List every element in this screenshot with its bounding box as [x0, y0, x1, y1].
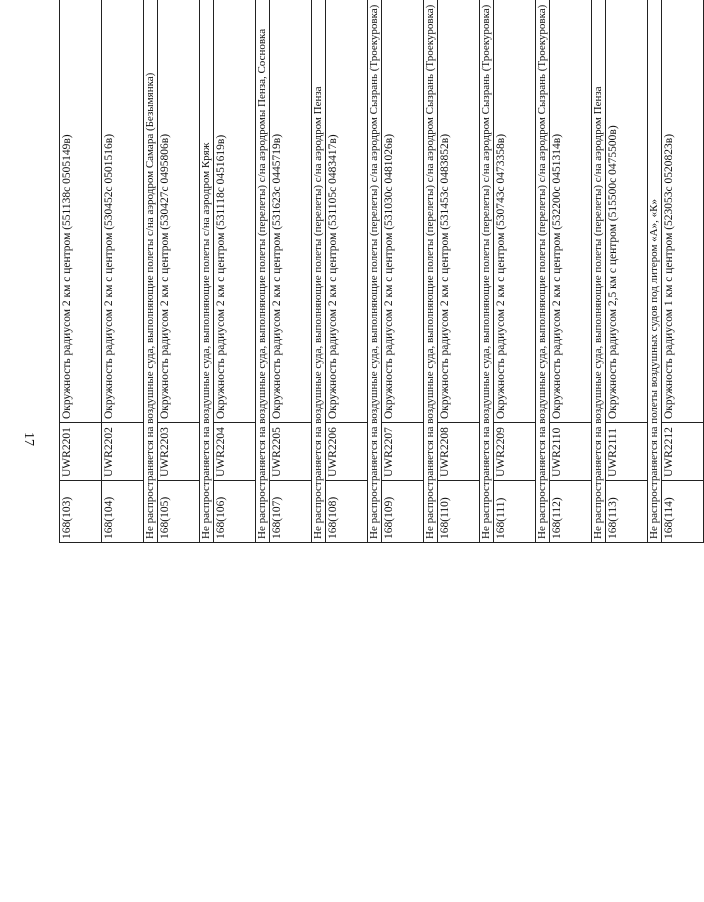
table-row	[606, 0, 648, 543]
zone-code-cell: UWR2202	[102, 423, 144, 481]
zone-number-cell: 168(107)	[270, 481, 312, 543]
table-row	[326, 0, 368, 543]
table-row	[550, 0, 592, 543]
note-row	[536, 0, 550, 543]
note-row	[424, 0, 438, 543]
table-body	[60, 0, 704, 543]
zone-number-cell: 168(103)	[60, 481, 102, 543]
note-row	[592, 0, 606, 543]
zone-code-cell: UWR2206	[326, 423, 368, 481]
zone-description-cell: Окружность радиусом 2,5 км с центром (515500с 0475500в)	[606, 0, 648, 423]
zone-exemption-note: Не распространяется на воздушные суда, выполняющие полеты с/на аэродром Кряж	[200, 0, 214, 543]
table-row	[102, 0, 144, 543]
zone-number-cell: 168(104)	[102, 481, 144, 543]
zone-description-cell: Окружность радиусом 2 км с центром (530743с 0473358в)	[494, 0, 536, 423]
zone-description-cell: Окружность радиусом 2 км с центром (530452с 0501516в)	[102, 0, 144, 423]
note-row	[312, 0, 326, 543]
zone-exemption-note: Не распространяется на воздушные суда, выполняющие полеты (перелеты) с/на аэродром Пенза	[312, 0, 326, 543]
zone-description-cell: Окружность радиусом 2 км с центром (531623с 0445719в)	[270, 0, 312, 423]
zone-number-cell: 168(114)	[662, 481, 704, 543]
table-row	[438, 0, 480, 543]
zone-number-cell: 168(105)	[158, 481, 200, 543]
zone-code-cell: UWR2212	[662, 423, 704, 481]
zone-exemption-note: Не распространяется на воздушные суда, выполняющие полеты (перелеты) с/на аэродром Сызрань (Троекуровка)	[480, 0, 494, 543]
zone-exemption-note: Не распространяется на полеты воздушных судов под литером «А», «К»	[648, 0, 662, 543]
note-row	[144, 0, 158, 543]
zone-code-cell: UWR2209	[494, 423, 536, 481]
note-row	[256, 0, 270, 543]
page-number: 17	[21, 432, 36, 446]
table-row	[60, 0, 102, 543]
zone-code-cell: UWR2111	[606, 423, 648, 481]
note-row	[480, 0, 494, 543]
zone-exemption-note: Не распространяется на воздушные суда, выполняющие полеты (перелеты) с/на аэродром Сызрань (Троекуровка)	[424, 0, 438, 543]
zone-description-cell: Окружность радиусом 2 км с центром (531105с 0483417в)	[326, 0, 368, 423]
table-row	[494, 0, 536, 543]
zone-code-cell: UWR2205	[270, 423, 312, 481]
note-row	[200, 0, 214, 543]
note-row	[368, 0, 382, 543]
table-row	[158, 0, 200, 543]
zone-exemption-note: Не распространяется на воздушные суда, выполняющие полеты (перелеты) с/на аэродром Пенза	[592, 0, 606, 543]
zone-exemption-note: Не распространяется на воздушные суда, выполняющие полеты (перелеты) с/на аэродромы Пенза, Сосновка	[256, 0, 270, 543]
zone-number-cell: 168(108)	[326, 481, 368, 543]
zone-code-cell: UWR2207	[382, 423, 424, 481]
restricted-zones-table	[59, 0, 704, 543]
table-row	[270, 0, 312, 543]
zone-description-cell: Окружность радиусом 2 км с центром (530427с 0495806в)	[158, 0, 200, 423]
zone-number-cell: 168(113)	[606, 481, 648, 543]
note-row	[648, 0, 662, 543]
table-row	[662, 0, 704, 543]
zone-code-cell: UWR2110	[550, 423, 592, 481]
zone-code-cell: UWR2203	[158, 423, 200, 481]
zone-description-cell: Окружность радиусом 2 км с центром (551138с 0505149в)	[60, 0, 102, 423]
rotated-table-container	[59, 4, 675, 847]
zone-exemption-note: Не распространяется на воздушные суда, выполняющие полеты (перелеты) с/на аэродром Сызрань (Троекуровка)	[536, 0, 550, 543]
table-row	[382, 0, 424, 543]
zone-number-cell: 168(106)	[214, 481, 256, 543]
zone-exemption-note: Не распространяется на воздушные суда, выполняющие полеты с/на аэродром Самара (Безымянка)	[144, 0, 158, 543]
zone-code-cell: UWR2204	[214, 423, 256, 481]
zone-description-cell: Окружность радиусом 2 км с центром (531030с 0481026в)	[382, 0, 424, 423]
zone-description-cell: Окружность радиусом 1 км с центром (523053с 0520823в)	[662, 0, 704, 423]
zone-description-cell: Окружность радиусом 2 км с центром (532200с 0451314в)	[550, 0, 592, 423]
zone-description-cell: Окружность радиусом 2 км с центром (531118с 0451619в)	[214, 0, 256, 423]
table-row	[214, 0, 256, 543]
zone-exemption-note: Не распространяется на воздушные суда, выполняющие полеты (перелеты) с/на аэродром Сызрань (Троекуровка)	[368, 0, 382, 543]
zone-number-cell: 168(110)	[438, 481, 480, 543]
zone-code-cell: UWR2201	[60, 423, 102, 481]
zone-number-cell: 168(112)	[550, 481, 592, 543]
zone-number-cell: 168(109)	[382, 481, 424, 543]
zone-description-cell: Окружность радиусом 2 км с центром (531453с 0483852в)	[438, 0, 480, 423]
zone-code-cell: UWR2208	[438, 423, 480, 481]
zone-number-cell: 168(111)	[494, 481, 536, 543]
